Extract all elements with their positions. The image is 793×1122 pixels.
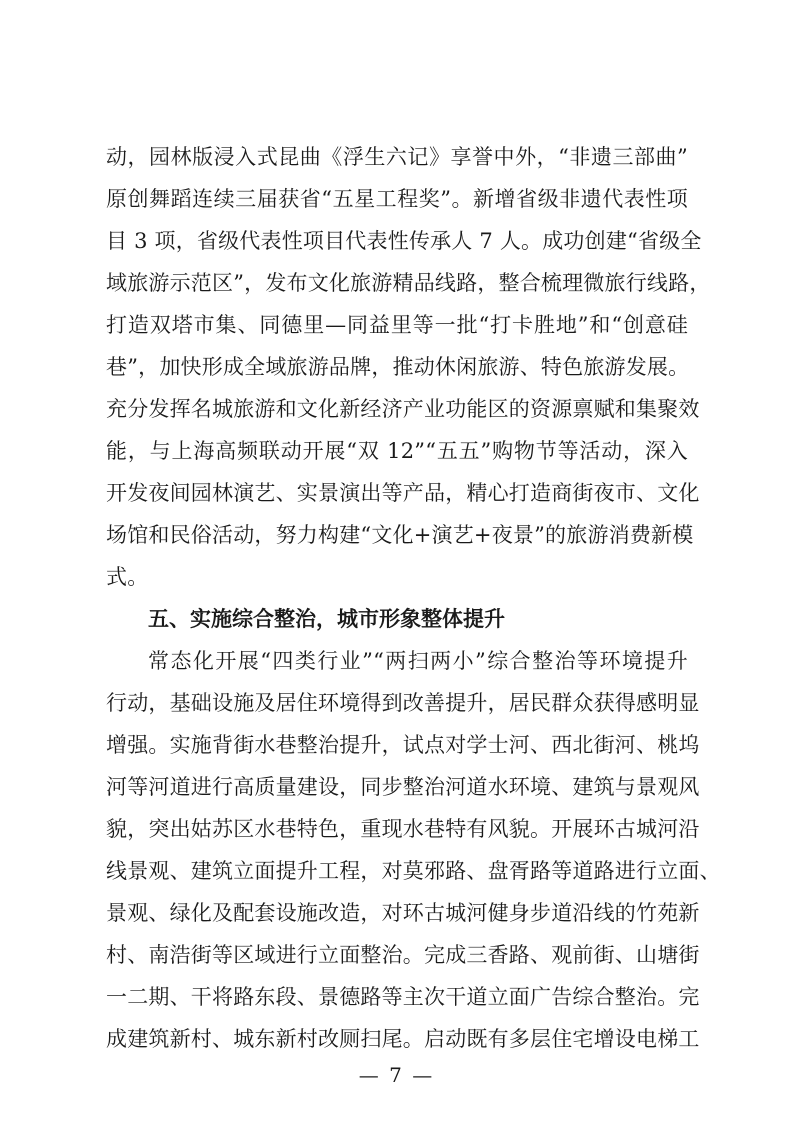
paragraph-line: 式。 xyxy=(106,565,149,589)
paragraph-line: 貌，突出姑苏区水巷特色，重现水巷特有风貌。开展环古城河沿 xyxy=(106,817,700,841)
paragraph-line: 充分发挥名城旅游和文化新经济产业功能区的资源禀赋和集聚效 xyxy=(106,397,700,421)
paragraph-line: 目 3 项，省级代表性项目代表性传承人 7 人。成功创建“省级全 xyxy=(106,229,702,253)
page-number: — 7 — xyxy=(358,1063,435,1087)
paragraph-line: 动，园林版浸入式昆曲《浮生六记》享誉中外，“非遗三部曲” xyxy=(106,145,688,169)
paragraph-line: 景观、绿化及配套设施改造，对环古城河健身步道沿线的竹苑新 xyxy=(106,901,700,925)
paragraph-line: 村、南浩街等区域进行立面整治。完成三香路、观前街、山塘街 xyxy=(106,943,700,967)
paragraph-line: 河等河道进行高质量建设，同步整治河道水环境、建筑与景观风 xyxy=(106,775,700,799)
paragraph-line: 线景观、建筑立面提升工程，对莫邪路、盘胥路等道路进行立面、 xyxy=(106,859,721,883)
paragraph-line: 行动，基础设施及居住环境得到改善提升，居民群众获得感明显 xyxy=(106,691,700,715)
paragraph-line: 域旅游示范区”，发布文化旅游精品线路，整合梳理微旅行线路， xyxy=(106,271,711,295)
paragraph-line: 巷”，加快形成全域旅游品牌，推动休闲旅游、特色旅游发展。 xyxy=(106,355,690,379)
paragraph-line: 场馆和民俗活动，努力构建“文化+演艺+夜景”的旅游消费新模 xyxy=(106,523,694,547)
paragraph-line: 增强。实施背街水巷整治提升，试点对学士河、西北街河、桃坞 xyxy=(106,733,700,757)
paragraph-line: 原创舞蹈连续三届获省“五星工程奖”。新增省级非遗代表性项 xyxy=(106,187,688,211)
paragraph-line: 打造双塔市集、同德里—同益里等一批“打卡胜地”和“创意硅 xyxy=(106,313,688,337)
paragraph-line: 常态化开展“四类行业”“两扫两小”综合整治等环境提升 xyxy=(148,649,688,673)
paragraph-line: 能，与上海高频联动开展“双 12”“五五”购物节等活动，深入 xyxy=(106,439,688,463)
section-heading: 五、实施综合整治，城市形象整体提升 xyxy=(148,607,505,631)
paragraph-line: 一二期、干将路东段、景德路等主次干道立面广告综合整治。完 xyxy=(106,985,700,1009)
paragraph-line: 开发夜间园林演艺、实景演出等产品，精心打造商街夜市、文化 xyxy=(106,481,700,505)
paragraph-line: 成建筑新村、城东新村改厕扫尾。启动既有多层住宅增设电梯工 xyxy=(106,1027,700,1051)
